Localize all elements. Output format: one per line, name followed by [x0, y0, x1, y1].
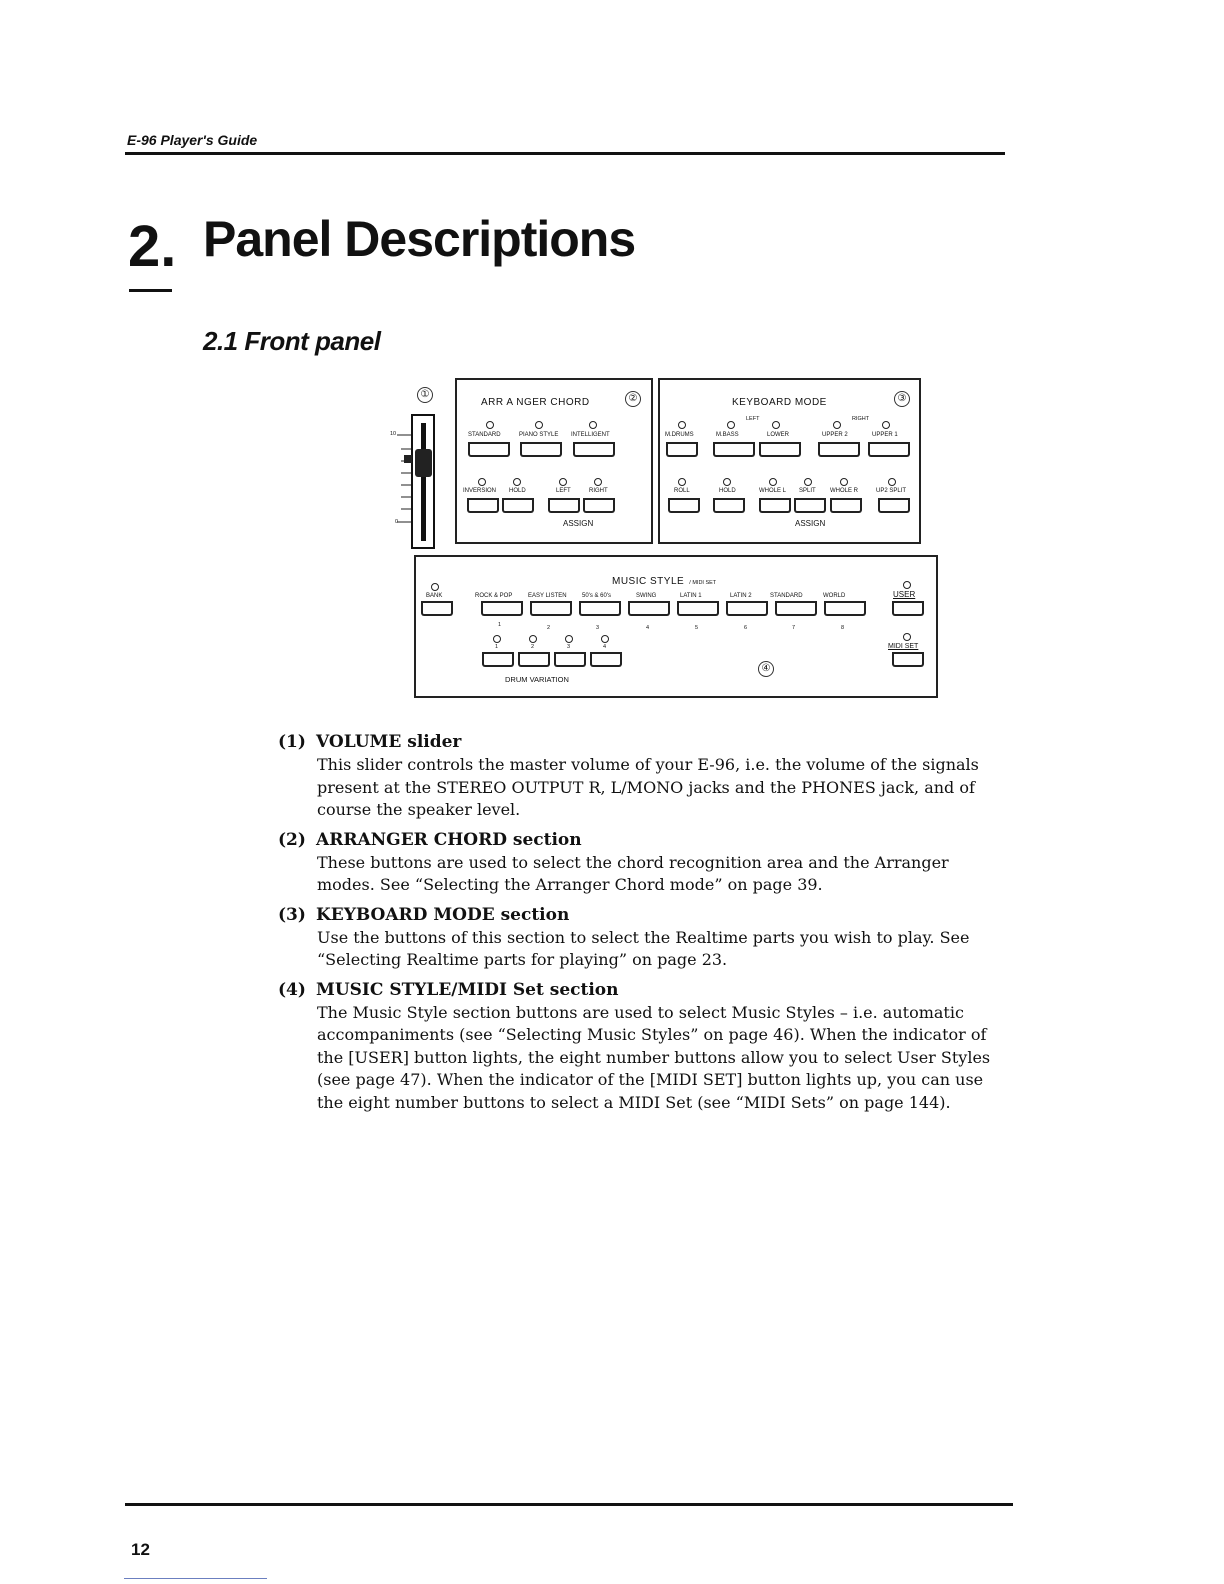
lower-led: [772, 421, 780, 429]
style-button-2[interactable]: [530, 601, 572, 616]
style-number-2: 2: [547, 625, 551, 631]
music-style-title: MUSIC STYLE: [612, 576, 685, 587]
item-number: (4): [278, 979, 306, 1000]
right-led: [594, 478, 602, 486]
style-number-7: 7: [792, 625, 796, 631]
upper2-label: UPPER 2: [822, 432, 848, 438]
list-item: [278, 828, 1008, 897]
hold-label: HOLD: [509, 488, 526, 494]
drum-variation-number-4: 4: [603, 644, 607, 650]
roll-button[interactable]: [668, 498, 700, 513]
style-number-5: 5: [695, 625, 699, 631]
piano-style-label: PIANO STYLE: [519, 432, 559, 438]
list-item: [278, 978, 1008, 1115]
list-item: [278, 730, 1008, 822]
music-style-section: [414, 555, 938, 698]
piano-style-led: [535, 421, 543, 429]
volume-scale-max: 10: [390, 431, 397, 437]
drum-variation-led-1: [493, 635, 501, 643]
kb-hold-label: HOLD: [719, 488, 736, 494]
volume-scale-min: 0: [395, 519, 399, 525]
whole-l-button[interactable]: [759, 498, 791, 513]
callout-1: ①: [417, 387, 433, 403]
music-style-title-wrap: [612, 569, 716, 588]
hold-led: [513, 478, 521, 486]
split-led: [804, 478, 812, 486]
upper2-button[interactable]: [818, 442, 860, 457]
left-label: LEFT: [556, 488, 571, 494]
split-button[interactable]: [794, 498, 826, 513]
upper1-button[interactable]: [868, 442, 910, 457]
item-number: (3): [278, 904, 306, 925]
drum-variation-led-2: [529, 635, 537, 643]
page-link-underline: [124, 1578, 267, 1579]
intelligent-button[interactable]: [573, 442, 615, 457]
drum-variation-led-3: [565, 635, 573, 643]
style-label-4: SWING: [636, 593, 657, 599]
upper1-label: UPPER 1: [872, 432, 898, 438]
style-button-5[interactable]: [677, 601, 719, 616]
up2-split-led: [888, 478, 896, 486]
drum-variation-button-4[interactable]: [590, 652, 622, 667]
item-body: Use the buttons of this section to select the Realtime parts you wish to play. See “Selecting Realtime parts for playing” on page 23.: [317, 927, 970, 969]
midi-set-title-suffix: / MIDI SET: [689, 580, 717, 586]
piano-style-button[interactable]: [520, 442, 562, 457]
whole-l-label: WHOLE L: [759, 488, 787, 494]
list-item: [278, 903, 1008, 972]
up2-split-button[interactable]: [878, 498, 910, 513]
style-label-1: ROCK & POP: [475, 593, 513, 599]
user-led: [903, 581, 911, 589]
m-drums-led: [678, 421, 686, 429]
section-title: 2.1 Front panel: [203, 326, 381, 356]
inversion-label: INVERSION: [463, 488, 497, 494]
chapter-title: Panel Descriptions: [203, 211, 636, 267]
midi-set-label: MIDI SET: [888, 643, 919, 650]
roll-label: ROLL: [674, 488, 690, 494]
keyboard-mode-section: [658, 378, 921, 544]
callout-4: ④: [758, 661, 774, 677]
arranger-assign-label: ASSIGN: [563, 519, 594, 528]
drum-variation-led-4: [601, 635, 609, 643]
style-number-3: 3: [596, 625, 600, 631]
hold-button[interactable]: [502, 498, 534, 513]
lower-label: LOWER: [767, 432, 790, 438]
style-label-3: 50's & 60's: [582, 593, 611, 599]
midi-set-led: [903, 633, 911, 641]
style-number-6: 6: [744, 625, 748, 631]
drum-variation-label: DRUM VARIATION: [505, 675, 569, 684]
item-heading: [278, 730, 1008, 754]
keyboard-mode-title: KEYBOARD MODE: [732, 397, 827, 408]
drum-variation-number-2: 2: [531, 644, 535, 650]
style-button-1[interactable]: [481, 601, 523, 616]
roll-led: [678, 478, 686, 486]
style-number-1: 1: [498, 622, 502, 628]
item-body: The Music Style section buttons are used to select Music Styles – i.e. automatic accompaniments (see “Selecting Music Styles” on page 46). When the indicator of the [USER] button lights, the eight number buttons allow you to select User Styles (see page 47). When the indicator of the [MIDI SET] button lights up, you can use the eight number buttons to select a MIDI Set (see “MIDI Sets” on page 144).: [317, 1002, 991, 1112]
keyboard-assign-label: ASSIGN: [795, 519, 826, 528]
upper1-led: [882, 421, 890, 429]
bank-button[interactable]: [421, 601, 453, 616]
item-heading: [278, 903, 1008, 927]
callout-2: ②: [625, 391, 641, 407]
chapter-number: 2.: [128, 214, 177, 279]
right-label: RIGHT: [589, 488, 608, 494]
drum-variation-number-3: 3: [567, 644, 571, 650]
running-header: E-96 Player's Guide: [127, 132, 258, 148]
intelligent-label: INTELLIGENT: [571, 432, 610, 438]
drum-variation-button-2[interactable]: [518, 652, 550, 667]
item-number: (2): [278, 829, 306, 850]
volume-slider[interactable]: [385, 375, 445, 555]
arranger-chord-section: [455, 378, 653, 544]
standard-label: STANDARD: [468, 432, 501, 438]
item-title: KEYBOARD MODE section: [316, 904, 570, 925]
split-label: SPLIT: [799, 488, 816, 494]
inversion-led: [478, 478, 486, 486]
item-title: VOLUME slider: [316, 732, 462, 752]
user-label: USER: [893, 590, 916, 599]
header-rule: [125, 152, 1005, 155]
upper2-led: [833, 421, 841, 429]
kb-hold-button[interactable]: [713, 498, 745, 513]
drum-variation-number-1: 1: [495, 644, 499, 650]
whole-r-button[interactable]: [830, 498, 862, 513]
intelligent-led: [589, 421, 597, 429]
standard-button[interactable]: [468, 442, 510, 457]
style-label-7: STANDARD: [770, 593, 803, 599]
m-drums-button[interactable]: [666, 442, 698, 457]
whole-r-label: WHOLE R: [830, 488, 859, 494]
whole-r-led: [840, 478, 848, 486]
style-label-5: LATIN 1: [680, 593, 702, 599]
midi-set-button[interactable]: [892, 652, 924, 667]
style-label-2: EASY LISTEN: [528, 593, 567, 599]
lower-button[interactable]: [759, 442, 801, 457]
style-label-8: WORLD: [823, 593, 846, 599]
bank-label: BANK: [426, 593, 443, 599]
whole-l-led: [769, 478, 777, 486]
style-button-6[interactable]: [726, 601, 768, 616]
item-body: These buttons are used to select the chord recognition area and the Arranger modes. See “Selecting the Arranger Chord mode” on page 39.: [317, 852, 949, 894]
chapter-number-underline: [129, 289, 172, 292]
m-bass-led: [727, 421, 735, 429]
item-title: MUSIC STYLE/MIDI Set section: [316, 979, 619, 1000]
item-body: This slider controls the master volume of your E-96, i.e. the volume of the signals present at the STEREO OUTPUT R, L/MONO jacks and the PHONES jack, and of course the speaker level.: [317, 755, 979, 819]
m-drums-label: M.DRUMS: [665, 432, 694, 438]
m-bass-label: M.BASS: [716, 432, 739, 438]
kb-hold-led: [723, 478, 731, 486]
user-button[interactable]: [892, 601, 924, 616]
left-button[interactable]: [548, 498, 580, 513]
keyboard-left-label: LEFT: [746, 416, 760, 422]
style-button-7[interactable]: [775, 601, 817, 616]
style-number-8: 8: [841, 625, 845, 631]
style-button-4[interactable]: [628, 601, 670, 616]
item-heading: [278, 978, 1008, 1002]
front-panel-diagram: [385, 375, 945, 705]
style-number-4: 4: [646, 625, 650, 631]
arranger-chord-title: ARR A NGER CHORD: [481, 397, 590, 408]
item-title: ARRANGER CHORD section: [316, 829, 582, 850]
drum-variation-button-1[interactable]: [482, 652, 514, 667]
item-number: (1): [278, 732, 306, 752]
standard-led: [486, 421, 494, 429]
style-button-3[interactable]: [579, 601, 621, 616]
page-number: 12: [131, 1540, 150, 1559]
item-heading: [278, 828, 1008, 852]
m-bass-button[interactable]: [713, 442, 755, 457]
drum-variation-button-3[interactable]: [554, 652, 586, 667]
panel-description-list: [278, 730, 1008, 1120]
bank-led: [431, 583, 439, 591]
inversion-button[interactable]: [467, 498, 499, 513]
footer-rule: [125, 1503, 1013, 1506]
style-button-8[interactable]: [824, 601, 866, 616]
callout-3: ③: [894, 391, 910, 407]
style-label-6: LATIN 2: [730, 593, 752, 599]
right-button[interactable]: [583, 498, 615, 513]
keyboard-right-label: RIGHT: [852, 416, 870, 422]
left-led: [559, 478, 567, 486]
up2-split-label: UP2 SPLIT: [876, 488, 907, 494]
